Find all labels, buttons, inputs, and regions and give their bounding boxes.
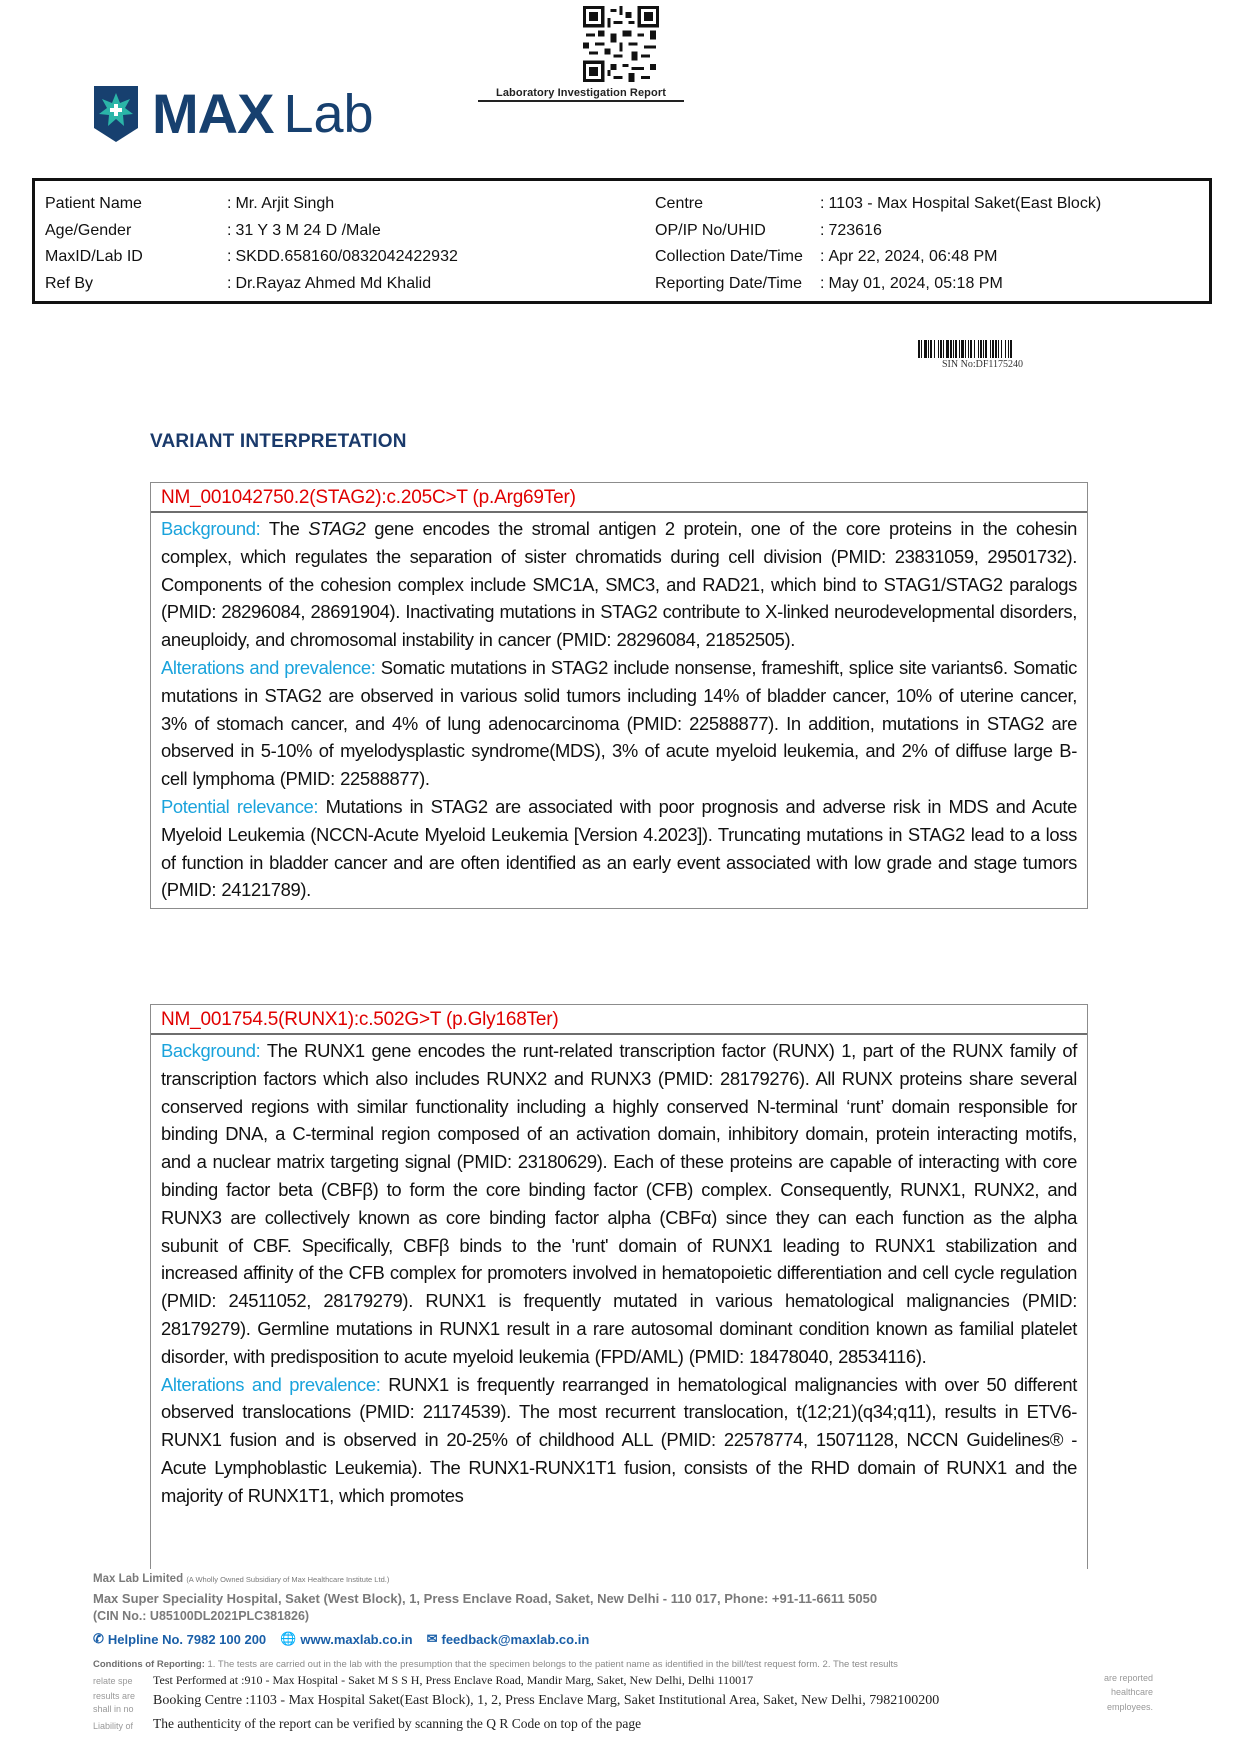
booking-centre: Booking Centre :1103 - Max Hospital Saket(East Block), 1, 2, Press Enclave Marg, Saket Institutional Area, Saket, New Delhi, 7982100200: [153, 1693, 940, 1708]
patient-name-value: Mr. Arjit Singh: [235, 195, 335, 212]
logo-max-text: MAX: [152, 82, 274, 145]
globe-icon: 🌐: [280, 1631, 297, 1646]
authenticity-note: The authenticity of the report can be verified by scanning the Q R Code on top of the page: [153, 1716, 642, 1731]
info-row-collection-date: Collection Date/Time : Apr 22, 2024, 06:48 PM: [655, 244, 1101, 271]
paragraph-relevance: Potential relevance: Mutations in STAG2 are associated with poor prognosis and adverse risk in MDS and Acute Myeloid Leukemia (NCCN-Acute Myeloid Leukemia [Version 4.2023]). Truncating mutations in STAG2 lead to a loss of function in bladder cancer and are often identified as an early event associated with low grade and stage tumors (PMID: 24121789).: [161, 795, 1078, 901]
sample-barcode: [918, 340, 1128, 370]
variant-card-stag2: [150, 482, 1088, 909]
variant-title: NM_001042750.2(STAG2):c.205C>T (p.Arg69Ter): [151, 483, 1087, 513]
barcode-icon: [918, 340, 1128, 358]
variant-body: [151, 1035, 1087, 1514]
info-row-age-gender: Age/Gender : 31 Y 3 M 24 D /Male: [45, 218, 458, 245]
test-performed-at: Test Performed at :910 - Max Hospital - Saket M S S H, Press Enclave Road, Mandir Marg, Saket, New Delhi, Delhi 110017: [153, 1673, 754, 1687]
email-link[interactable]: ✉ feedback@maxlab.co.in: [426, 1631, 590, 1647]
info-label: Reporting Date/Time: [655, 274, 803, 292]
patient-info-right: [655, 191, 1101, 297]
logo-lab-text: Lab: [283, 84, 374, 144]
report-type-caption: Laboratory Investigation Report: [478, 87, 684, 102]
info-label: Patient Name: [45, 195, 142, 212]
qr-code-block: [496, 6, 724, 102]
reporting-date-value: May 01, 2024, 05:18 PM: [828, 274, 1003, 292]
info-label: MaxID/Lab ID: [45, 248, 143, 265]
paragraph-alterations: Alterations and prevalence: RUNX1 is frequently rearranged in hematological malignancies with over 50 different observed translocations (PMID: 21174539). The most recurrent translocation, t(12;21)(q34;q11), results in ETV6-RUNX1 fusion and is observed in 20-25% of childhood ALL (PMID: 22578774, 15071128, NCCN Guidelines® - Acute Lymphoblastic Leukemia). The RUNX1-RUNX1T1 fusion, consists of the RHD domain of RUNX1 and the majority of RUNX1T1, which promotes: [161, 1373, 1078, 1506]
patient-info-box: [32, 178, 1212, 304]
paragraph-label: Alterations and prevalence:: [161, 1373, 381, 1395]
info-row-patient-name: Patient Name : Mr. Arjit Singh: [45, 191, 458, 218]
info-label: Centre: [655, 195, 704, 212]
footer-contacts: [93, 1631, 1153, 1647]
qr-code-icon: [582, 6, 660, 82]
paragraph-label: Background:: [161, 518, 261, 539]
patient-info-left: [45, 191, 458, 297]
info-row-reporting-date: Reporting Date/Time : May 01, 2024, 05:18 PM: [655, 271, 1101, 298]
paragraph-label: Alterations and prevalence:: [161, 656, 376, 678]
section-title: VARIANT INTERPRETATION: [150, 431, 407, 452]
age-gender-value: 31 Y 3 M 24 D /Male: [235, 221, 381, 239]
paragraph-label: Potential relevance:: [161, 795, 319, 817]
info-label: Collection Date/Time: [655, 248, 803, 265]
variant-title: NM_001754.5(RUNX1):c.502G>T (p.Gly168Ter): [151, 1005, 1087, 1035]
info-row-uhid: OP/IP No/UHID : 723616: [655, 218, 1101, 245]
footer-cin: (CIN No.: U85100DL2021PLC381826): [93, 1609, 310, 1623]
paragraph-background: Background: The STAG2 gene encodes the stromal antigen 2 protein, one of the core proteins in the cohesin complex, which regulates the separation of sister chromatids during cell division (PMID: 23831059, 29501732). Components of the cohesion complex include SMC1A, SMC3, and RAD21, which bind to STAG1/STAG2 paralogs (PMID: 28296084, 28691904). Inactivating mutations in STAG2 contribute to X-linked neurodevelopmental disorders, aneuploidy, and chromosomal instability in cancer (PMID: 28296084, 21852505).: [161, 518, 1077, 651]
lab-id-value: SKDD.658160/0832042422932: [235, 248, 458, 265]
phone-icon: ✆: [93, 1631, 104, 1646]
paragraph-label: Background:: [161, 1040, 261, 1061]
info-label: Age/Gender: [45, 221, 132, 239]
info-row-ref-by: Ref By : Dr.Rayaz Ahmed Md Khalid: [45, 271, 458, 298]
info-row-lab-id: MaxID/Lab ID : SKDD.658160/0832042422932: [45, 244, 458, 271]
mail-icon: ✉: [426, 1631, 438, 1646]
conditions-of-reporting: Conditions of Reporting: 1. The tests are carried out in the lab with the presumption that the specimen belongs to the patient name as identified in the bill/test request form. 2. The test results relate spe results are shall in no Liability of are reported healthcare employees. Test Performed at :910 - Max Hospital - Saket M S S H, Press Enclave Road, Mandir Marg, Saket, New Delhi, Delhi 110017 Booking Centre :1103 - Max Hospital Saket(East Block), 1, 2, Press Enclave Marg, Saket Institutional Area, Saket, New Delhi, 7982100200 The authenticity of the report can be verified by scanning the Q R Code on top of the page: [93, 1659, 1153, 1731]
max-lab-logo: [92, 84, 374, 144]
helpline[interactable]: ✆ Helpline No. 7982 100 200: [93, 1631, 267, 1647]
paragraph-alterations: Alterations and prevalence: Somatic mutations in STAG2 include nonsense, frameshift, splice site variants6. Somatic mutations in STAG2 are observed in various solid tumors including 14% of bladder cancer, 10% of uterine cancer, 3% of stomach cancer, and 4% of lung adenocarcinoma (PMID: 22588877). In addition, mutations in STAG2 are observed in 5-10% of myelodysplastic syndrome(MDS), 3% of acute myeloid leukemia, and 2% of diffuse large B-cell lymphoma (PMID: 22588877).: [161, 656, 1077, 790]
info-label: Ref By: [45, 274, 94, 292]
info-row-centre: Centre : 1103 - Max Hospital Saket(East Block): [655, 191, 1101, 218]
max-shield-star-icon: [92, 84, 140, 144]
website-link[interactable]: 🌐 www.maxlab.co.in: [280, 1631, 413, 1647]
sin-number: SIN No:DF1175240: [942, 359, 1024, 370]
collection-date-value: Apr 22, 2024, 06:48 PM: [828, 248, 998, 265]
variant-body: [151, 513, 1087, 908]
ref-by-value: Dr.Rayaz Ahmed Md Khalid: [235, 274, 432, 292]
conditions-line: Conditions of Reporting: 1. The tests are carried out in the lab with the presumption that the specimen belongs to the patient name as identified in the bill/test request form. 2. The test results: [93, 1659, 898, 1670]
footer-company: Max Lab Limited (A Wholly Owned Subsidiary of Max Healthcare Institute Ltd.): [93, 1573, 390, 1585]
gene-name-italic: STAG2: [308, 518, 366, 539]
info-label: OP/IP No/UHID: [655, 221, 766, 239]
page-footer: [93, 1573, 1153, 1739]
paragraph-background: Background: The RUNX1 gene encodes the runt-related transcription factor (RUNX) 1, part of the RUNX family of transcription factors which also includes RUNX2 and RUNX3 (PMID: 28179276). All RUNX proteins share several conserved regions with similar functionality including a highly conserved N-terminal ‘runt’ domain responsible for binding DNA, a C-terminal region composed of an activation domain, inhibitory domain, protein interacting motifs, and a nuclear matrix targeting signal (PMID: 23180629). Each of these proteins are capable of interacting with core binding factor beta (CBFβ) to form the core binding factor (CFB) complex. Consequently, RUNX1, RUNX2, and RUNX3 are collectively known as core binding factor alpha (CBFα) since they can each function as the alpha subunit of CBF. Specifically, CBFβ binds to the 'runt' domain of RUNX1 leading to RUNX1 stabilization and increased affinity of the CFB complex for promoters involved in hematopoietic differentiation and cell cycle regulation (PMID: 24511052, 28179279). RUNX1 is frequently mutated in various hematological malignancies (PMID: 28179279). Germline mutations in RUNX1 result in a rare autosomal dominant condition known as familial platelet disorder, with predisposition to acute myeloid leukemia (FPD/AML) (PMID: 18478040, 28534116).: [161, 1040, 1077, 1367]
footer-address: Max Super Speciality Hospital, Saket (West Block), 1, Press Enclave Road, Saket, New Delhi - 110 017, Phone: +91-11-6611 5050: [93, 1591, 878, 1606]
centre-value: 1103 - Max Hospital Saket(East Block): [828, 195, 1102, 212]
variant-card-runx1: [150, 1004, 1088, 1569]
uhid-value: 723616: [828, 221, 882, 239]
